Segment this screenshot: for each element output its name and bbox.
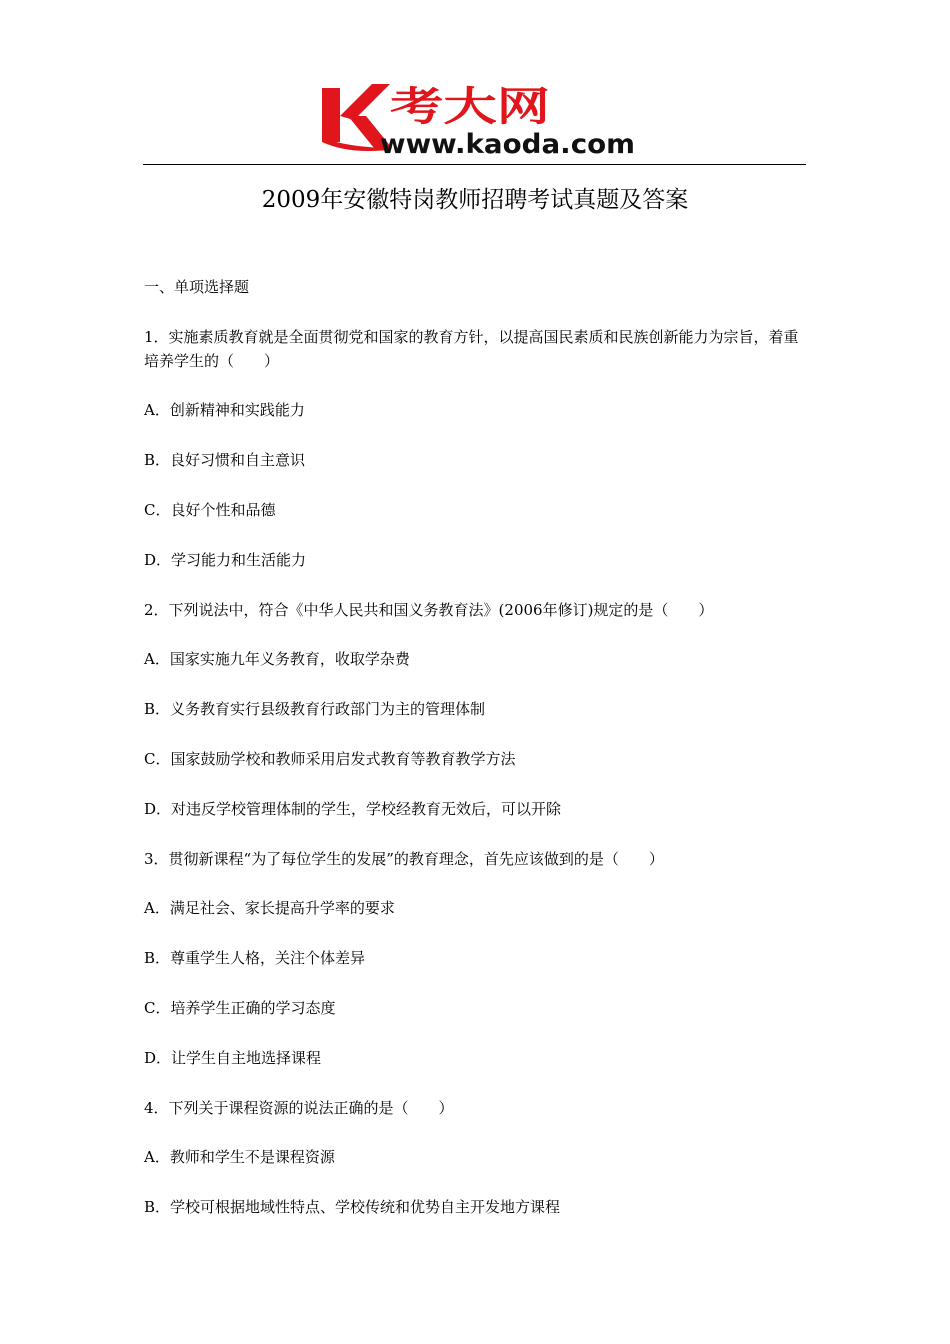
question-4-option-a: A．教师和学生不是课程资源 (144, 1148, 335, 1166)
question-stem-1: 1．实施素质教育就是全面贯彻党和国家的教育方针，以提高国民素质和民族创新能力为宗旨，着重培养学生的（ ） (144, 328, 799, 370)
question-3-option-a: A．满足社会、家长提高升学率的要求 (144, 899, 395, 917)
question-3-option-b: B．尊重学生人格，关注个体差异 (144, 949, 366, 967)
question-3-option-c: C．培养学生正确的学习态度 (144, 999, 336, 1017)
question-1-option-b: B．良好习惯和自主意识 (144, 451, 306, 469)
question-2-option-a: A．国家实施九年义务教育，收取学杂费 (144, 650, 410, 668)
question-stem-4: 4．下列关于课程资源的说法正确的是（ ） (144, 1099, 454, 1117)
question-1-option-a: A．创新精神和实践能力 (144, 401, 305, 419)
question-stem-2: 2．下列说法中，符合《中华人民共和国义务教育法》(2006年修订)规定的是（ ） (144, 601, 714, 619)
question-3-option-d: D．让学生自主地选择课程 (144, 1049, 322, 1067)
document-body (144, 275, 808, 1245)
question-2-option-d: D．对违反学校管理体制的学生，学校经教育无效后，可以开除 (144, 800, 562, 818)
question-stem-3: 3．贯彻新课程“为了每位学生的发展”的教育理念，首先应该做到的是（ ） (144, 850, 664, 868)
question-4-option-b: B．学校可根据地域性特点、学校传统和优势自主开发地方课程 (144, 1198, 561, 1216)
header-divider (143, 164, 806, 165)
kaoda-logo (318, 80, 638, 156)
logo-brand-url: www.kaoda.com (380, 129, 635, 156)
question-2-option-c: C．国家鼓励学校和教师采用启发式教育等教育教学方法 (144, 750, 516, 768)
document-title: 2009年安徽特岗教师招聘考试真题及答案 (261, 187, 689, 213)
question-2-option-b: B．义务教育实行县级教育行政部门为主的管理体制 (144, 700, 486, 718)
question-1-option-c: C．良好个性和品德 (144, 501, 276, 519)
question-1-option-d: D．学习能力和生活能力 (144, 551, 307, 569)
logo-brand-cn: 考大网 (390, 84, 550, 130)
section-heading: 一、单项选择题 (144, 278, 250, 296)
